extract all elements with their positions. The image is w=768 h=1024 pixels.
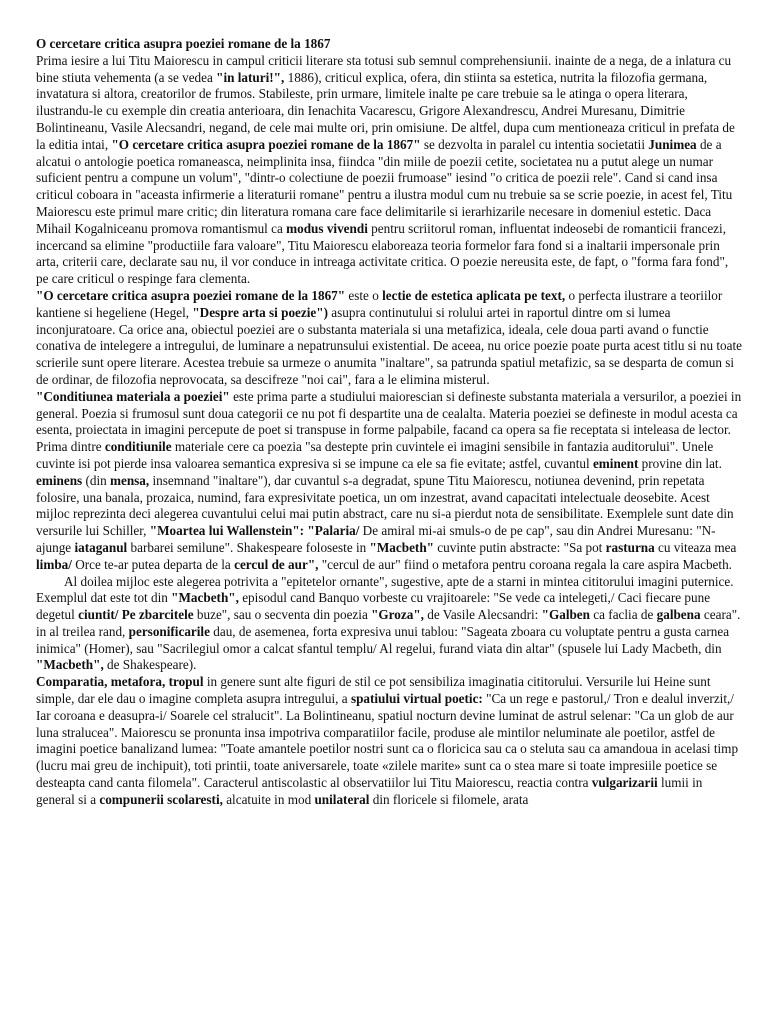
- paragraph: [36, 574, 742, 675]
- text-segment: Prima iesire a lui Titu Maiorescu in campul criticii literare sta totusi sub semnul comprehensiunii. inainte de a nega, de a inlatura cu bine stiuta vehementa (a se vedea: [36, 52, 732, 85]
- text-segment: o perfecta ilustrare a teoriilor kantiene si hegeliene (Hegel,: [36, 287, 723, 320]
- bold-text-segment: Comparatia, metafora, tropul: [36, 674, 204, 690]
- text-segment: ca faclia de: [590, 607, 657, 623]
- text-segment: este o: [345, 287, 383, 303]
- bold-text-segment: personificarile: [128, 623, 210, 639]
- bold-text-segment: rasturna: [605, 539, 655, 555]
- bold-text-segment: "Macbeth",: [36, 657, 104, 673]
- bold-text-segment: "Moartea lui Wallenstein": "Palaria/: [149, 523, 360, 539]
- bold-text-segment: Junimea: [648, 136, 697, 152]
- text-segment: (din: [82, 472, 110, 488]
- paragraph: [36, 389, 742, 574]
- text-segment: provine din lat.: [638, 455, 722, 471]
- text-segment: De amiral mi-ai smuls-o de pe cap", sau din Andrei Muresanu: "N-ajunge: [36, 523, 716, 555]
- bold-text-segment: conditiunile: [104, 439, 172, 455]
- text-segment: de Shakespeare).: [103, 657, 197, 673]
- text-segment: in genere sunt alte figuri de stil ce pot sensibiliza imaginatia cititorului. Versurile lui Heine sunt simple, dar ele dau o imagine completa asupra intregului, a: [36, 674, 711, 707]
- text-segment: "cercul de aur" fiind o metafora pentru coroana regala la care aspira Macbeth.: [318, 556, 732, 572]
- bold-text-segment: "O cercetare critica asupra poeziei romane de la 1867": [111, 136, 421, 152]
- paragraph: [36, 674, 742, 808]
- text-segment: din floricele si filomele, arata: [369, 791, 529, 807]
- bold-text-segment: "Groza",: [371, 607, 424, 623]
- bold-text-segment: "Macbeth",: [171, 590, 239, 606]
- text-segment: asupra continutului si rolului artei in raportul dintre om si lumea inconjuratoare. Ca orice ana, obiectul poeziei are o substanta materiala si una metafizica, ideala, cele doua parti avand o functie conativa de intelegere a intregului, de luminare a nepatrunsului existential. De aceea, nu orice poezie poate purta acest titlu si nu toate scrierile sunt opere literare. Acestea trebuie sa urmeze o anumita "inaltare", sa patrunda spatiul metafizic, sa se desparta de comun si de ordinar, de filozofia neprovocata, sa descifreze "noi cai", fara a le elimina misterul.: [36, 304, 742, 387]
- bold-text-segment: spatiului virtual poetic:: [350, 691, 483, 707]
- bold-text-segment: eminens: [36, 472, 83, 488]
- text-segment: insemnand "inaltare"), dar cuvantul s-a degradat, spune Titu Maiorescu, notiunea devenind, prin repetata folosire, una banala, prozaica, numind, fara expresivitate poetica, un om inzestrat, avand capacitati intelectuale deosebite. Acest mijloc reprezinta deci alegerea cuvantului celui mai putin abstract, care nu si-a pierdut nota de sensibilitate. Exemplele sunt date din versurile lui Schiller,: [36, 472, 734, 539]
- document-title: O cercetare critica asupra poeziei romane de la 1867: [36, 36, 331, 51]
- text-segment: buze", sau o secventa din poezia: [193, 607, 372, 623]
- bold-text-segment: "in laturi!",: [216, 69, 285, 85]
- text-segment: 1886), criticul explica, ofera, din stiinta sa estetica, nutrita la filozofia germana, invatatura si altora, creatorilor de frumos. Stabileste, prin urmare, limitele inalte pe care trebuie sa le atinga o opera literara, ilustrandu-le cu exemple din creatia anterioara, din Ienachita Vacarescu, Grigore Alexandrescu, Andrei Muresanu, Dimitrie Bolintineanu, Vasile Alecsandri, negand, de cele mai multe ori, prin omisiune. De altfel, dupa cum mentioneaza criticul in prefata de la editia intai,: [36, 69, 735, 152]
- text-segment: episodul cand Banquo vorbeste cu vrajitoarele: "Se vede ca intelegeti,/ Caci fiecare pune degetul: [36, 590, 711, 623]
- text-segment: Al doilea mijloc este alegerea potrivita a "epitetelor ornante", sugestive, apte de a starni in mintea cititorului imagini puternice. Exemplul dat este tot din: [36, 573, 734, 606]
- text-segment: cu viteaza mea: [654, 539, 737, 555]
- bold-text-segment: "O cercetare critica asupra poeziei romane de la 1867": [36, 287, 346, 303]
- text-segment: materiale cere ca poezia "sa destepte prin cuvintele ei imagini sensibile in fantazia auditorului". Unele cuvinte isi pot pierde insa valoarea semantica expresiva si se impune ca ele sa fie evitate; astfel, cuvantul: [36, 439, 714, 471]
- bold-text-segment: compunerii scolaresti,: [99, 791, 223, 807]
- bold-text-segment: iataganul: [74, 539, 128, 555]
- text-segment: se dezvolta in paralel cu intentia societatii: [420, 136, 649, 152]
- text-segment: alcatuite in mod: [222, 791, 315, 807]
- bold-text-segment: ciuntit/ Pe zbarcitele: [78, 607, 194, 623]
- bold-text-segment: "Despre arta si poezie"): [192, 304, 328, 320]
- bold-text-segment: vulgarizarii: [591, 775, 658, 791]
- bold-text-segment: eminent: [592, 455, 639, 471]
- text-segment: barbarei semilune". Shakespeare foloseste in: [127, 539, 370, 555]
- bold-text-segment: mensa,: [110, 472, 150, 488]
- bold-text-segment: unilateral: [314, 791, 370, 807]
- text-segment: dau, de asemenea, forta expresiva unui tablou: "Sageata zboara cu voluptate pentru a gusta carnea inimica" (Homer), sau "Sacrilegiul omor a calcat sfantul templu/ Al regelui, furand viata din altar" (spusele lui Lady Macbeth, din: [36, 623, 730, 656]
- bold-text-segment: cercul de aur",: [234, 556, 319, 572]
- text-segment: este prima parte a studiului maiorescian si defineste substanta materiala a versurilor, a poeziei in general. Poezia si frumosul sunt doua categorii ce nu pot fi despartite una de cealalta. Materia poeziei se defineste in modul acesta ca esenta, proiectata in imagini percepute de poet si transpuse in forme palpabile, facand ca opera sa fie receptata si inteleasa de lector. Prima dintre: [36, 388, 742, 455]
- bold-text-segment: "Macbeth": [369, 539, 434, 555]
- text-segment: ceara". in al treilea rand,: [36, 607, 741, 639]
- bold-text-segment: modus vivendi: [286, 220, 368, 236]
- bold-text-segment: "Conditiunea materiala a poeziei": [36, 388, 230, 404]
- bold-text-segment: lectie de estetica aplicata pe text,: [382, 287, 566, 303]
- text-segment: lumii in general si a: [36, 775, 703, 807]
- paragraph: [36, 53, 742, 288]
- document-body: [36, 53, 742, 809]
- text-segment: "Ca un rege e pastorul,/ Tron e dealul inverzit,/ Iar coroana e deasupra-i/ Soarele cel stralucit". La Bolintineanu, spatiul nocturn devine luminat de astrul selenar: "Ca un glob de aur luna straluceа". Maiorescu se pronunta insa impotriva comparatiilor facile, produse ale mintilor neluminate ale poetilor, astfel de imagini poetice banalizand lumea: "Toate amantele poetilor nostri sunt ca o floricica sau ca o steluta sau ca amandoua in acelasi timp (lucru mai greu de inchipuit), toti printii, toate aniversarele, toate «zilele marite» sunt ca o stea mare si toate impresiile poetice se desteapta cand canta filomela". Caracterul antiscolastic al observatiilor lui Titu Maiorescu, reactia contra: [36, 691, 739, 791]
- text-segment: de Vasile Alecsandri:: [423, 607, 542, 623]
- bold-text-segment: galbena: [656, 607, 701, 623]
- paragraph: [36, 288, 742, 389]
- text-segment: de a alcatui o antologie poetica romaneasca, neimplinita insa, fiindca "din miile de poezii cetite, societatea nu a putut alege un numar suficient pentru a compune un volum", "dintr-o colectiune de poezii frumoase" iesind "o critica de poezii rele". Cand si cand insa criticul coboara in "aceasta infirmerie a literaturii romane" pentru a ilustra modul cum nu trebuie sa se scrie poezie, in acest fel, Titu Maiorescu este primul mare critic; din literatura romana care face delimitarile si ierarhizarile necesare in domeniul estetic. Daca Mihail Kogalniceanu promova romantismul ca: [36, 136, 733, 236]
- text-segment: Orce te-ar putea departa de la: [71, 556, 235, 572]
- bold-text-segment: limba/: [36, 556, 72, 572]
- text-segment: pentru scriitorul roman, influentat indeosebi de romanticii francezi, incercand sa elimine "productiile fara valoare", Titu Maiorescu elaboreaza teoria formelor fara fond si a inaltarii impersonale prin arta, criterii care, declarate sau nu, il vor conduce in intreaga activitate critica. O poezie nereusita este, de fapt, o "forma fara fond", pe care criticul o respinge fara clementa.: [36, 220, 729, 287]
- text-segment: cuvinte putin abstracte: "Sa pot: [433, 539, 606, 555]
- bold-text-segment: "Galben: [541, 607, 590, 623]
